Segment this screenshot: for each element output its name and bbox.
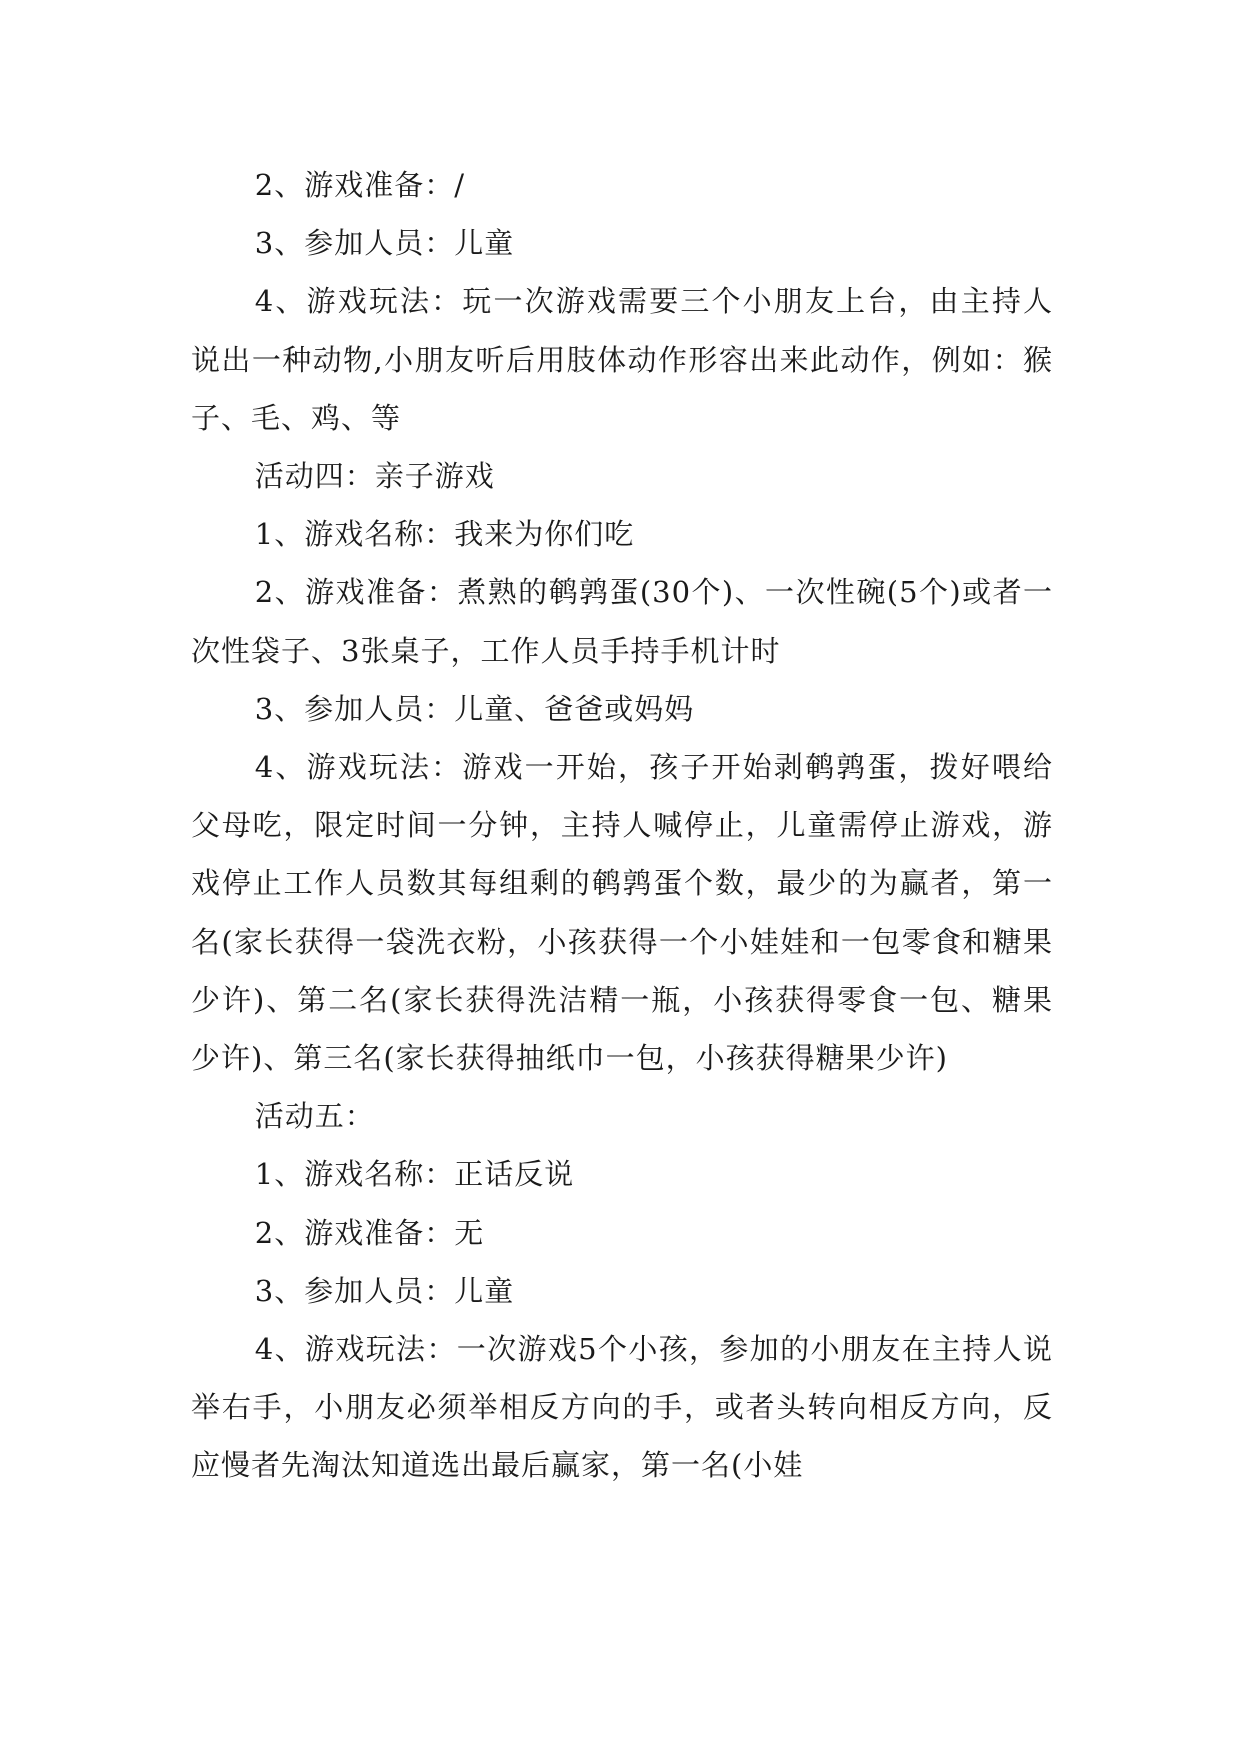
paragraph: 4、游戏玩法：一次游戏5个小孩，参加的小朋友在主持人说举右手，小朋友必须举相反方向的手，或者头转向相反方向，反应慢者先淘汰知道选出最后赢家，第一名(小娃: [191, 1332, 1053, 1483]
paragraph: 3、参加人员：儿童: [254, 1273, 515, 1308]
paragraph: 4、游戏玩法：玩一次游戏需要三个小朋友上台，由主持人说出一种动物,小朋友听后用肢体动作形容出来此动作，例如：猴子、毛、鸡、等: [191, 284, 1053, 435]
paragraph: 2、游戏准备：无: [254, 1215, 485, 1250]
document-body: [191, 156, 1053, 1495]
paragraph: 3、参加人员：儿童: [254, 226, 515, 261]
section-heading: 活动四：亲子游戏: [254, 459, 495, 494]
paragraph: 1、游戏名称：正话反说: [254, 1157, 575, 1192]
paragraph: 2、游戏准备：煮熟的鹌鹑蛋(30个)、一次性碗(5个)或者一次性袋子、3张桌子，工作人员手持手机计时: [191, 575, 1053, 668]
paragraph: 2、游戏准备：/: [254, 168, 466, 202]
paragraph: 3、参加人员：儿童、爸爸或妈妈: [254, 691, 695, 726]
paragraph: 4、游戏玩法：游戏一开始，孩子开始剥鹌鹑蛋，拨好喂给父母吃，限定时间一分钟，主持人喊停止，儿童需停止游戏，游戏停止工作人员数其每组剩的鹌鹑蛋个数，最少的为赢者，第一名(家长获得一袋洗衣粉，小孩获得一个小娃娃和一包零食和糖果少许)、第二名(家长获得洗洁精一瓶，小孩获得零食一包、糖果少许)、第三名(家长获得抽纸巾一包，小孩获得糖果少许): [191, 750, 1053, 1076]
paragraph: 1、游戏名称：我来为你们吃: [254, 517, 635, 552]
section-heading: 活动五：: [254, 1099, 375, 1134]
